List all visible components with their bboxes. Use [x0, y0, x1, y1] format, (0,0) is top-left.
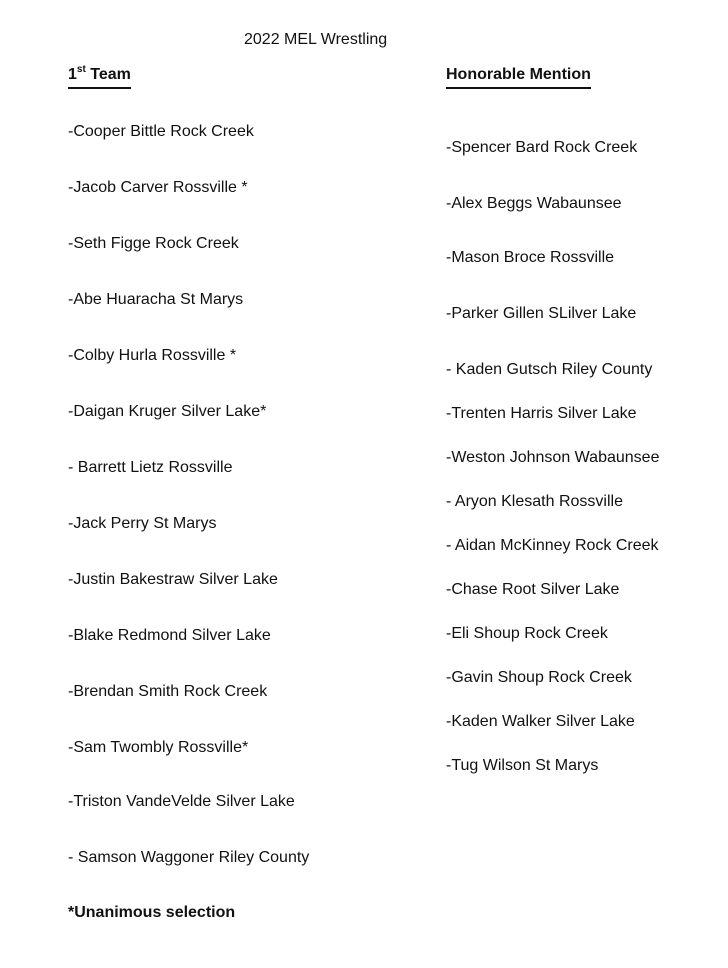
first-team-entry: -Abe Huaracha St Marys: [68, 291, 244, 308]
first-team-entry: -Brendan Smith Rock Creek: [68, 683, 268, 700]
first-team-heading-number: 1: [68, 66, 77, 83]
first-team-entry: -Sam Twombly Rossville*: [68, 739, 249, 756]
honorable-mention-entry: -Trenten Harris Silver Lake: [446, 405, 637, 422]
honorable-mention-entry: -Eli Shoup Rock Creek: [446, 625, 608, 642]
honorable-mention-entry: -Mason Broce Rossville: [446, 249, 615, 266]
first-team-entry: - Barrett Lietz Rossville: [68, 459, 233, 476]
first-team-heading-ordinal: st: [76, 63, 86, 75]
honorable-mention-entry: -Chase Root Silver Lake: [446, 581, 620, 598]
honorable-mention-entry: -Gavin Shoup Rock Creek: [446, 669, 632, 686]
first-team-entry: -Jack Perry St Marys: [68, 515, 217, 532]
honorable-mention-entry: - Kaden Gutsch Riley County: [446, 361, 653, 378]
first-team-entry: -Jacob Carver Rossville *: [68, 179, 248, 196]
honorable-mention-entry: -Weston Johnson Wabaunsee: [446, 449, 660, 466]
first-team-entry: -Justin Bakestraw Silver Lake: [68, 571, 278, 588]
first-team-heading: [68, 63, 131, 89]
honorable-mention-entry: -Alex Beggs Wabaunsee: [446, 195, 622, 212]
first-team-entry: - Samson Waggoner Riley County: [68, 849, 310, 866]
honorable-mention-entry: -Spencer Bard Rock Creek: [446, 139, 638, 156]
honorable-mention-entry: -Tug Wilson St Marys: [446, 757, 599, 774]
honorable-mention-heading: Honorable Mention: [446, 66, 591, 89]
first-team-entry: -Daigan Kruger Silver Lake*: [68, 403, 267, 420]
first-team-entry: -Seth Figge Rock Creek: [68, 235, 239, 252]
honorable-mention-entry: -Parker Gillen SLilver Lake: [446, 305, 637, 322]
first-team-entry: -Colby Hurla Rossville *: [68, 347, 237, 364]
footnote: *Unanimous selection: [68, 904, 236, 921]
honorable-mention-entry: - Aidan McKinney Rock Creek: [446, 537, 659, 554]
first-team-entry: -Cooper Bittle Rock Creek: [68, 123, 254, 140]
page-title: 2022 MEL Wrestling: [244, 31, 388, 48]
first-team-entry: -Blake Redmond Silver Lake: [68, 627, 271, 644]
honorable-mention-entry: - Aryon Klesath Rossville: [446, 493, 623, 510]
first-team-heading-label: Team: [85, 66, 131, 83]
first-team-entry: -Triston VandeVelde Silver Lake: [68, 793, 295, 810]
honorable-mention-entry: -Kaden Walker Silver Lake: [446, 713, 635, 730]
